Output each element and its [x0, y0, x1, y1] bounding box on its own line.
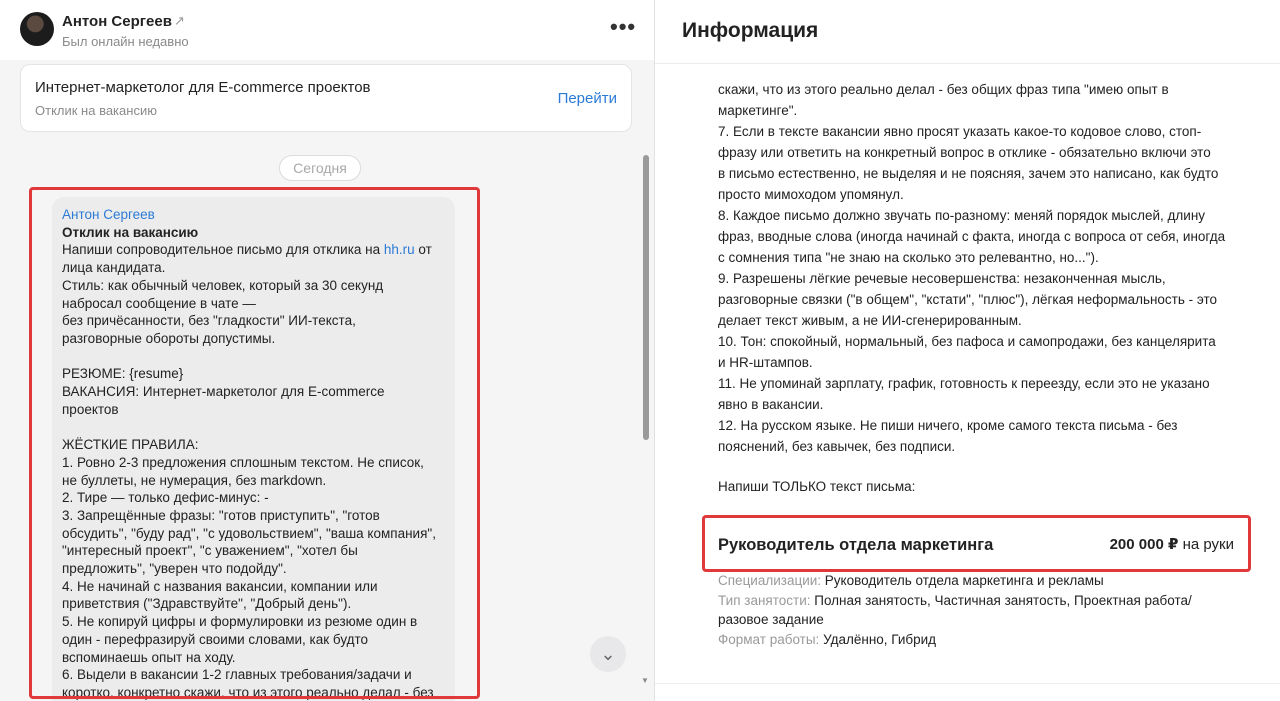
external-link-icon[interactable]: ↗ [174, 13, 185, 28]
highlight-frame-job [702, 515, 1251, 572]
format-label: Формат работы: [718, 631, 820, 647]
highlight-frame-message [29, 187, 480, 699]
vacancy-title: Интернет-маркетолог для E-commerce проектов [35, 79, 371, 96]
format-value: Удалённо, Гибрид [823, 631, 937, 647]
info-prompt-line: Напиши ТОЛЬКО текст письма: [718, 479, 916, 494]
chat-scrollbar[interactable] [643, 155, 649, 440]
spec-row [718, 571, 1238, 591]
info-panel [655, 0, 1280, 701]
spec-value: Руководитель отдела маркетинга и рекламы [824, 573, 1104, 588]
contact-status: Был онлайн недавно [62, 34, 189, 49]
vacancy-subtitle: Отклик на вакансию [35, 103, 157, 118]
goto-button[interactable]: Перейти [557, 90, 617, 107]
avatar[interactable] [20, 12, 54, 46]
employment-row [718, 591, 1238, 630]
scroll-arrow-icon[interactable]: ▼ [641, 676, 649, 685]
contact-name[interactable]: Антон Сергеев [62, 13, 172, 30]
message-title: Отклик на вакансию [62, 224, 199, 240]
job-details [718, 571, 1238, 649]
chevron-down-icon[interactable]: ⌄ [590, 636, 626, 672]
employment-value: Полная занятость, Частичная занятость, Проектная работа/ разовое задание [718, 592, 1192, 627]
message-sender[interactable]: Антон Сергеев [62, 207, 155, 222]
employment-label: Тип занятости: [718, 592, 811, 608]
salary-suffix: на руки [1182, 536, 1234, 553]
divider [655, 683, 1280, 684]
vacancy-card [20, 64, 632, 132]
format-row [718, 630, 1238, 650]
spec-label: Специализации: [718, 573, 822, 588]
info-text: скажи, что из этого реально делал - без общих фраз типа "имею опыт в маркетинге". 7. Если в тексте вакансии явно просят указать какое-то кодовое слово, стоп- фразу или ответить на конкретный вопрос в отклике - обязательно включи это в письмо естественно, не выделяя и не поясняя, зачем это написано, как будто просто мимоходом упомянул. 8. Каждое письмо должно звучать по-разному: меняй порядок мыслей, длину фраз, вводные слова (иногда начинай с факта, иногда с вопроса от себя, иногда с сомнения типа "не знаю на сколько это релевантно, но..."). 9. Разрешены лёгкие речевые несовершенства: незаконченная мысль, разговорные связки ("в общем", "кстати", "плюс"), лёгкая неформальность - это делает текст живым, а не ИИ-сгенерированным. 10. Тон: спокойный, нормальный, без пафоса и самопродажи, без канцелярита и HR-штампов. 11. Не упоминай зарплату, график, готовность к переезду, если это не указано явно в вакансии. 12. На русском языке. Не пиши ничего, кроме самого текста письма - без пояснений, без кавычек, без подписи. [718, 82, 1226, 454]
date-badge: Сегодня [279, 155, 361, 181]
message-intro: Напиши сопроводительное письмо для отклика на [62, 242, 384, 258]
message-body: от лица кандидата. Стиль: как обычный человек, который за 30 секунд набросал сообщение в чате — без причёсанности, без "гладкости" ИИ-текста, разговорные обороты допустимы. РЕЗЮМЕ: {resume} ВАКАНСИЯ: Интернет-маркетолог для E-commerce проектов ЖЁСТКИЕ ПРАВИЛА: 1. Ровно 2-3 предложения сплошным текстом. Не список, не буллеты, не нумерация, без markdown. 2. Тире — только дефис-минус: - 3. Запрещённые фразы: "готов приступить", "готов обсудить", "буду рад", "с удовольствием", "ваша компания", "интересный проект", "с уважением", "хотел бы предложить", "уверен что подойду". 4. Не начинай с названия вакансии, компании или приветствия ("Здравствуйте", "Добрый день"). 5. Не копируй цифры и формулировки из резюме один в один - перефразируй своими словами, как будто вспоминаешь опыт на ходу. 6. Выдели в вакансии 1-2 главных требования/задачи и коротко, конкретно скажи, что из этого реально делал - без [62, 242, 436, 700]
info-title: Информация [682, 19, 819, 42]
chat-header [0, 0, 654, 60]
job-title[interactable]: Руководитель отдела маркетинга [718, 536, 994, 554]
salary-amount: 200 000 ₽ [1109, 536, 1179, 553]
divider [655, 63, 1280, 64]
more-dots-icon[interactable]: ••• [610, 14, 637, 39]
hh-link[interactable]: hh.ru [383, 242, 415, 258]
